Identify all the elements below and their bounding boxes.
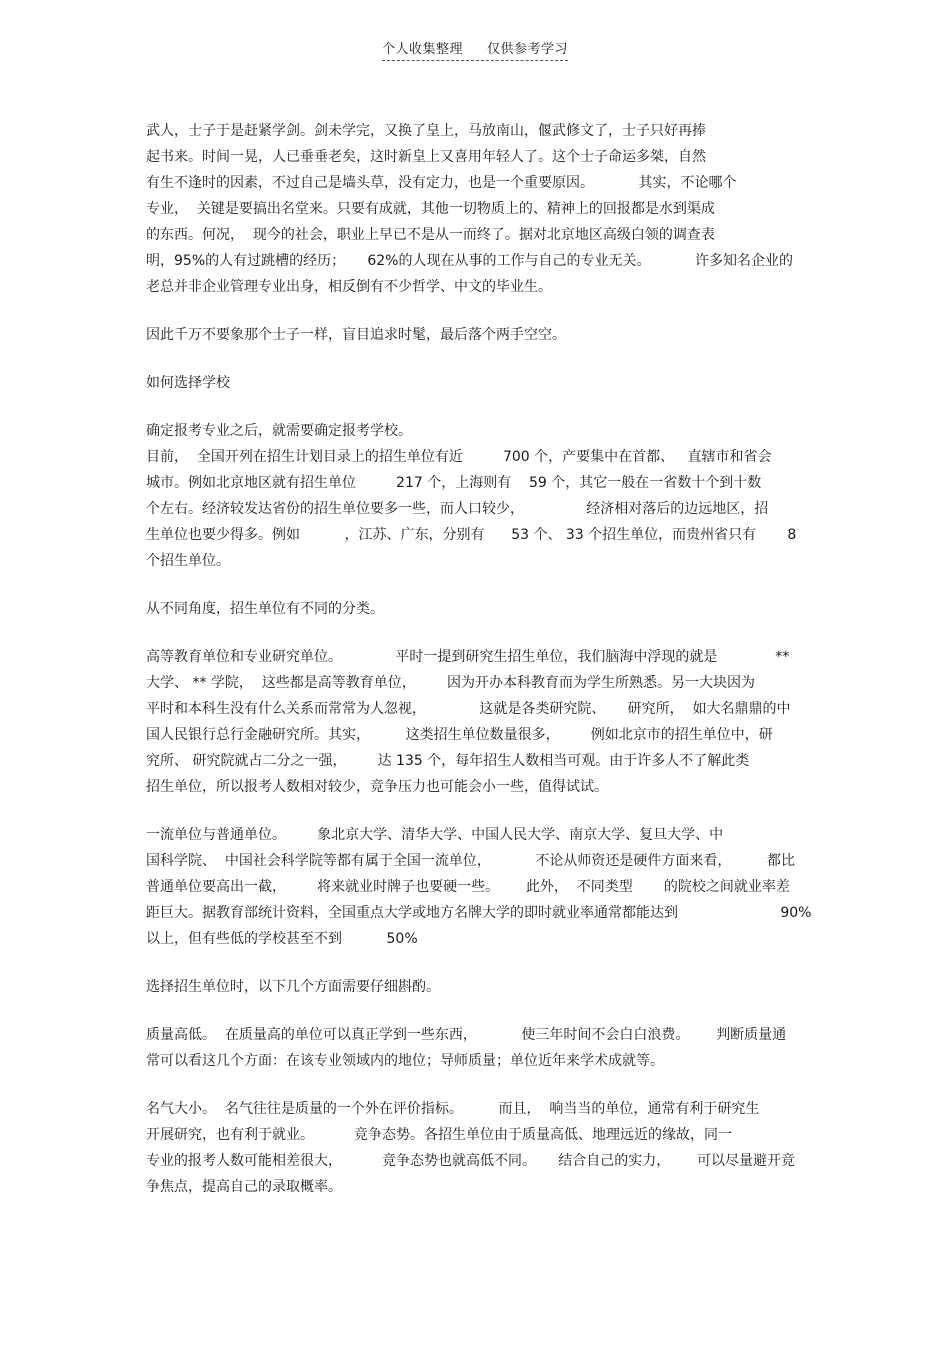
text-line: 起书来。时间一晃，人已垂垂老矣，这时新皇上又喜用年轻人了。这个士子命运多桀，自然 xyxy=(146,149,706,165)
text-line: 武人，士子于是赶紧学剑。剑未学完，又换了皇上，马放南山，偃武修文了，士子只好再捧 xyxy=(146,123,706,139)
paragraph xyxy=(146,370,816,396)
text-line: 因此千万不要象那个士子一样，盲目追求时髦，最后落个两手空空。 xyxy=(146,327,566,343)
text-line: 目前， 全国开列在招生计划目录上的招生单位有近 700 个，产要集中在首都、 直辖市和省会 xyxy=(146,449,772,465)
text-line: 国人民银行总行金融研究所。其实， 这类招生单位数量很多， 例如北京市的招生单位中，研 xyxy=(146,727,773,743)
text-line: 开展研究，也有利于就业。 竞争态势。各招生单位由于质量高低、地理远近的缘故，同一 xyxy=(146,1127,733,1143)
paragraph xyxy=(146,596,816,622)
text-line: 争焦点，提高自己的录取概率。 xyxy=(146,1179,342,1195)
text-line: 个左右。经济较发达省份的招生单位要多一些，而人口较少， 经济相对落后的边远地区，招 xyxy=(146,501,769,517)
paragraph xyxy=(146,322,816,348)
text-line: 的东西。何况， 现今的社会，职业上早已不是从一而终了。据对北京地区高级白领的调查表 xyxy=(146,227,715,243)
text-line: 招生单位，所以报考人数相对较少，竞争压力也可能会小一些，值得试试。 xyxy=(146,779,608,795)
text-line: 高等教育单位和专业研究单位。 平时一提到研究生招生单位，我们脑海中浮现的就是 ** xyxy=(146,649,790,665)
header-left-text: 个人收集整理 xyxy=(381,42,463,57)
paragraph xyxy=(146,118,816,300)
text-line: 平时和本科生没有什么关系而常常为人忽视， 这就是各类研究院、 研究所， 如大名鼎鼎的中 xyxy=(146,701,791,717)
text-line: 常可以看这几个方面：在该专业领域内的地位；导师质量；单位近年来学术成就等。 xyxy=(146,1053,664,1069)
text-line: 选择招生单位时，以下几个方面需要仔细斟酌。 xyxy=(146,979,440,995)
text-line: 质量高低。 在质量高的单位可以真正学到一些东西， 使三年时间不会白白浪费。 判断质量通 xyxy=(146,1027,787,1043)
paragraph xyxy=(146,822,816,952)
paragraph xyxy=(146,974,816,1000)
header-banner xyxy=(382,38,568,61)
text-line: 从不同角度，招生单位有不同的分类。 xyxy=(146,601,384,617)
text-line: 个招生单位。 xyxy=(146,553,230,569)
paragraph xyxy=(146,1022,816,1074)
text-line: 确定报考专业之后，就需要确定报考学校。 xyxy=(146,423,412,439)
text-line: 老总并非企业管理专业出身，相反倒有不少哲学、中文的毕业生。 xyxy=(146,279,552,295)
text-line: 明，95%的人有过跳槽的经历； 62%的人现在从事的工作与自己的专业无关。 许多知名企业的 xyxy=(146,253,793,269)
text-line: 生单位也要少得多。例如 ，江苏、广东，分别有 53 个、 33 个招生单位，而贵州省只有 8 xyxy=(146,527,797,543)
paragraph xyxy=(146,1096,816,1200)
text-line: 距巨大。据教育部统计资料，全国重点大学或地方名牌大学的即时就业率通常都能达到 90% xyxy=(146,905,812,921)
text-line: 专业的报考人数可能相差很大， 竞争态势也就高低不同。 结合自己的实力， 可以尽量避开竞 xyxy=(146,1153,796,1169)
document-body xyxy=(146,118,816,1222)
text-line: 有生不逢时的因素，不过自己是墙头草，没有定力，也是一个重要原因。 其实，不论哪个 xyxy=(146,175,737,191)
text-line: 大学、 ** 学院， 这些都是高等教育单位， 因为开办本科教育而为学生所熟悉。另一大块因为 xyxy=(146,675,755,691)
paragraph xyxy=(146,418,816,574)
text-line: 究所、 研究院就占二分之一强， 达 135 个，每年招生人数相当可观。由于许多人不了解此类 xyxy=(146,753,750,769)
text-line: 城市。例如北京地区就有招生单位 217 个，上海则有 59 个，其它一般在一省数十个到十数 xyxy=(146,475,762,491)
page-header xyxy=(0,38,950,61)
paragraph xyxy=(146,644,816,800)
text-line: 以上，但有些低的学校甚至不到 50% xyxy=(146,931,418,947)
text-line: 如何选择学校 xyxy=(146,375,230,391)
text-line: 名气大小。 名气往往是质量的一个外在评价指标。 而且， 响当当的单位，通常有利于研究生 xyxy=(146,1101,760,1117)
text-line: 一流单位与普通单位。 象北京大学、清华大学、中国人民大学、南京大学、复旦大学、中 xyxy=(146,827,724,843)
text-line: 国科学院、 中国社会科学院等都有属于全国一流单位， 不论从师资还是硬件方面来看， 都比 xyxy=(146,853,796,869)
text-line: 普通单位要高出一截， 将来就业时牌子也要硬一些。 此外， 不同类型 的院校之间就业率差 xyxy=(146,879,790,895)
text-line: 专业， 关键是要搞出名堂来。只要有成就，其他一切物质上的、精神上的回报都是水到渠成 xyxy=(146,201,715,217)
header-right-text: 仅供参考学习 xyxy=(487,42,569,57)
